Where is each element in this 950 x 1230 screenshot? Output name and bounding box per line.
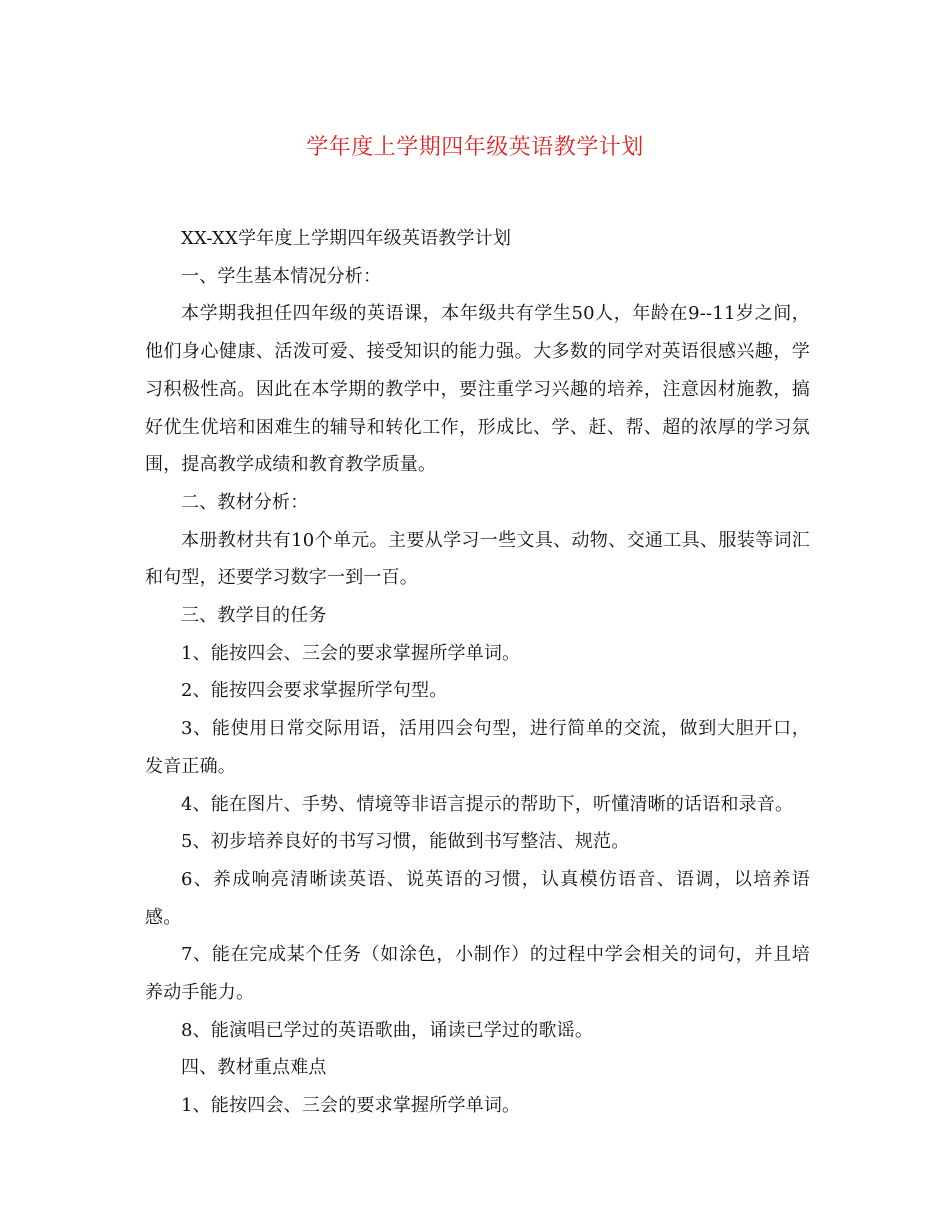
list-item-goal-4: 4、能在图片、手势、情境等非语言提示的帮助下，听懂清晰的话语和录音。 (181, 793, 794, 815)
document-title: 学年度上学期四年级英语教学计划 (306, 135, 644, 160)
section-heading-student-analysis: 一、学生基本情况分析： (181, 265, 382, 287)
section-heading-teaching-goals: 三、教学目的任务 (181, 605, 327, 627)
list-item-goal-7: 7、能在完成某个任务（如涂色，小制作）的过程中学会相关的词句，并且培养动手能力。 (145, 944, 810, 1004)
list-item-goal-2: 2、能按四会要求掌握所学句型。 (181, 680, 448, 702)
list-item-goal-8: 8、能演唱已学过的英语歌曲，诵读已学过的歌谣。 (181, 1019, 594, 1041)
paragraph-student-analysis: 本学期我担任四年级的英语课，本年级共有学生50人，年龄在9--11岁之间，他们身心健康、活泼可爱、接受知识的能力强。大多数的同学对英语很感兴趣，学习积极性高。因此在本学期的教学中，要注重学习兴趣的培养，注意因材施教，搞好优生优培和困难生的辅导和转化工作，形成比、学、赶、帮、超的浓厚的学习氛围，提高教学成绩和教育教学质量。 (145, 303, 810, 476)
list-item-goal-5: 5、初步培养良好的书写习惯，能做到书写整洁、规范。 (181, 831, 630, 853)
document-body (145, 220, 810, 1125)
list-item-goal-6: 6、养成响亮清晰读英语、说英语的习惯，认真模仿语音、语调，以培养语感。 (145, 868, 810, 928)
section-heading-key-points: 四、教材重点难点 (181, 1057, 327, 1079)
section-heading-textbook-analysis: 二、教材分析： (181, 491, 309, 513)
list-item-key-point-1: 1、能按四会、三会的要求掌握所学单词。 (181, 1095, 521, 1117)
list-item-goal-3: 3、能使用日常交际用语，活用四会句型，进行简单的交流，做到大胆开口，发音正确。 (145, 718, 810, 777)
paragraph-textbook-analysis: 本册教材共有10个单元。主要从学习一些文具、动物、交通工具、服装等词汇和句型，还要学习数字一到一百。 (145, 529, 810, 589)
list-item-goal-1: 1、能按四会、三会的要求掌握所学单词。 (181, 642, 521, 664)
paragraph-subtitle: XX-XX学年度上学期四年级英语教学计划 (181, 228, 512, 249)
